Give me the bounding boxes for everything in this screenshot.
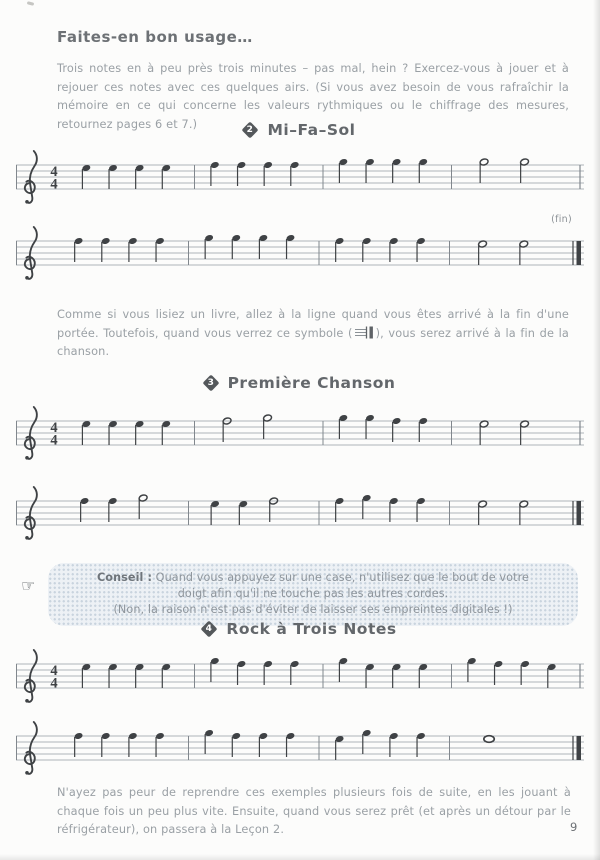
quarter-note bbox=[210, 161, 220, 186]
quarter-note bbox=[108, 663, 118, 688]
time-signature bbox=[50, 164, 57, 193]
half-note bbox=[479, 158, 489, 183]
quarter-note bbox=[290, 660, 300, 685]
final-barline-symbol bbox=[355, 326, 374, 339]
quarter-note bbox=[335, 497, 345, 522]
scan-edge-shadow bbox=[593, 0, 600, 860]
section-heading-rock-a-trois-notes bbox=[0, 620, 600, 638]
quarter-note bbox=[161, 663, 171, 688]
half-note bbox=[478, 500, 488, 525]
reading-note-paragraph bbox=[57, 306, 569, 362]
music-staff bbox=[14, 642, 586, 716]
staff-svg bbox=[14, 399, 586, 473]
conseil-aside: (Non, la raison n'est pas d'éviter de laisser ses empreintes digitales !) bbox=[113, 602, 513, 616]
quarter-note bbox=[418, 663, 428, 688]
quarter-note bbox=[74, 732, 84, 757]
quarter-note bbox=[237, 660, 247, 685]
quarter-note bbox=[74, 237, 84, 262]
quarter-note bbox=[238, 500, 248, 525]
svg-text:4: 4 bbox=[50, 432, 58, 449]
section-number: 3 bbox=[207, 377, 214, 388]
quarter-note bbox=[392, 158, 402, 183]
quarter-note bbox=[339, 414, 349, 439]
music-staff bbox=[14, 714, 586, 788]
quarter-note bbox=[204, 234, 214, 259]
manicule-icon: ☞ bbox=[21, 576, 36, 595]
staff-svg bbox=[14, 219, 586, 293]
conseil-section bbox=[0, 563, 600, 625]
quarter-note bbox=[204, 729, 214, 754]
quarter-note bbox=[547, 663, 557, 688]
fin-label: (fin) bbox=[551, 214, 572, 225]
quarter-note bbox=[161, 164, 171, 189]
conseil-label: Conseil : bbox=[96, 571, 153, 584]
scan-edge-shadow bbox=[0, 854, 600, 860]
scan-artifact bbox=[27, 1, 35, 6]
quarter-note bbox=[135, 420, 145, 445]
section-title: Rock à Trois Notes bbox=[226, 620, 397, 638]
quarter-note bbox=[135, 164, 145, 189]
quarter-note bbox=[82, 164, 92, 189]
quarter-note bbox=[128, 732, 138, 757]
quarter-note bbox=[82, 663, 92, 688]
reading-note-before: Comme si vous lisiez un livre, allez à la ligne quand vous êtes arrivé à la fin d'une portée. Toutefois, quand vous verrez ce symbole ( bbox=[57, 308, 569, 340]
svg-text:4: 4 bbox=[50, 420, 58, 436]
quarter-note bbox=[135, 663, 145, 688]
quarter-note bbox=[231, 234, 241, 259]
intro-paragraph: Trois notes en à peu près trois minutes – pas mal, hein ? Exercez-vous à jouer et à rejouer ces notes avec ces quelques airs. (Si vous avez besoin de vous rafraîchir la mémoire en ce qui concerne les valeurs rythmiques ou le chiffrage des mesures, retournez pages 6 et 7.) bbox=[57, 62, 569, 131]
section-heading-mi-fa-sol bbox=[0, 121, 600, 139]
quarter-note bbox=[389, 497, 399, 522]
section-heading-premiere-chanson bbox=[0, 374, 600, 392]
staff-svg bbox=[14, 479, 586, 553]
page-title: Faites-en bon usage… bbox=[57, 28, 253, 46]
svg-text:4: 4 bbox=[50, 663, 58, 679]
quarter-note bbox=[263, 660, 273, 685]
quarter-note bbox=[365, 414, 375, 439]
quarter-note bbox=[231, 732, 241, 757]
quarter-note bbox=[416, 497, 426, 522]
quarter-note bbox=[161, 420, 171, 445]
svg-text:4: 4 bbox=[50, 176, 58, 193]
quarter-note bbox=[416, 237, 426, 262]
quarter-note bbox=[520, 660, 530, 685]
half-note bbox=[263, 414, 273, 439]
conseil-body: Quand vous appuyez sur une case, n'utilisez que le bout de votre doigt afin qu'il ne touche pas les autres cordes. bbox=[155, 571, 530, 600]
section-number: 2 bbox=[247, 124, 254, 135]
quarter-note bbox=[82, 420, 92, 445]
half-note bbox=[478, 240, 488, 265]
section-title: Mi–Fa–Sol bbox=[267, 121, 356, 139]
quarter-note bbox=[362, 729, 372, 754]
quarter-note bbox=[494, 660, 504, 685]
quarter-note bbox=[259, 234, 269, 259]
quarter-note bbox=[389, 732, 399, 757]
music-staff bbox=[14, 399, 586, 473]
quarter-note bbox=[335, 237, 345, 262]
staff-svg bbox=[14, 714, 586, 788]
quarter-note bbox=[128, 237, 138, 262]
quarter-note bbox=[101, 732, 111, 757]
quarter-note bbox=[418, 158, 428, 183]
quarter-note bbox=[362, 494, 372, 519]
quarter-note bbox=[210, 500, 220, 525]
quarter-note bbox=[392, 417, 402, 442]
page-number: 9 bbox=[570, 820, 578, 834]
quarter-note bbox=[108, 420, 118, 445]
quarter-note bbox=[263, 161, 273, 186]
quarter-note bbox=[237, 161, 247, 186]
section-title: Première Chanson bbox=[227, 374, 396, 392]
music-staff bbox=[14, 214, 586, 293]
quarter-note bbox=[339, 158, 349, 183]
half-note bbox=[519, 240, 529, 265]
staff-svg bbox=[14, 642, 586, 716]
svg-text:4: 4 bbox=[50, 164, 58, 180]
quarter-note bbox=[155, 732, 165, 757]
half-note bbox=[520, 420, 530, 445]
quarter-note bbox=[362, 237, 372, 262]
section-number-badge bbox=[201, 621, 218, 638]
section-number-badge bbox=[202, 375, 219, 392]
quarter-note bbox=[155, 237, 165, 262]
section-number: 4 bbox=[206, 623, 213, 634]
conseil-text bbox=[90, 570, 536, 602]
quarter-note bbox=[259, 732, 269, 757]
svg-text:4: 4 bbox=[50, 675, 58, 692]
quarter-note bbox=[418, 417, 428, 442]
quarter-note bbox=[392, 663, 402, 688]
outro-paragraph: N'ayez pas peur de reprendre ces exemples plusieurs fois de suite, en les jouant à chaque fois un peu plus vite. Ensuite, quand vous serez prêt (et après un détour par le réfrigérateur), on passera à la Leçon 2. bbox=[57, 786, 571, 837]
quarter-note bbox=[467, 657, 477, 682]
reading-note-after: ), vous serez arrivé à la fin de la chanson. bbox=[57, 326, 569, 359]
quarter-note bbox=[335, 735, 345, 760]
quarter-note bbox=[286, 732, 296, 757]
quarter-note bbox=[365, 158, 375, 183]
whole-note bbox=[484, 736, 494, 743]
half-note bbox=[519, 500, 529, 525]
quarter-note bbox=[365, 663, 375, 688]
quarter-note bbox=[210, 657, 220, 682]
section-number-badge bbox=[242, 122, 259, 139]
half-note bbox=[479, 420, 489, 445]
quarter-note bbox=[108, 497, 118, 522]
time-signature bbox=[50, 663, 57, 692]
conseil-box bbox=[48, 563, 578, 626]
music-staff bbox=[14, 143, 586, 217]
quarter-note bbox=[80, 497, 90, 522]
quarter-note bbox=[101, 237, 111, 262]
quarter-note bbox=[290, 161, 300, 186]
music-staff bbox=[14, 479, 586, 553]
quarter-note bbox=[339, 657, 349, 682]
quarter-note bbox=[108, 164, 118, 189]
staff-svg bbox=[14, 143, 586, 217]
quarter-note bbox=[416, 732, 426, 757]
half-note bbox=[520, 158, 530, 183]
half-note bbox=[138, 494, 148, 519]
time-signature bbox=[50, 420, 57, 449]
quarter-note bbox=[389, 237, 399, 262]
quarter-note bbox=[286, 234, 296, 259]
